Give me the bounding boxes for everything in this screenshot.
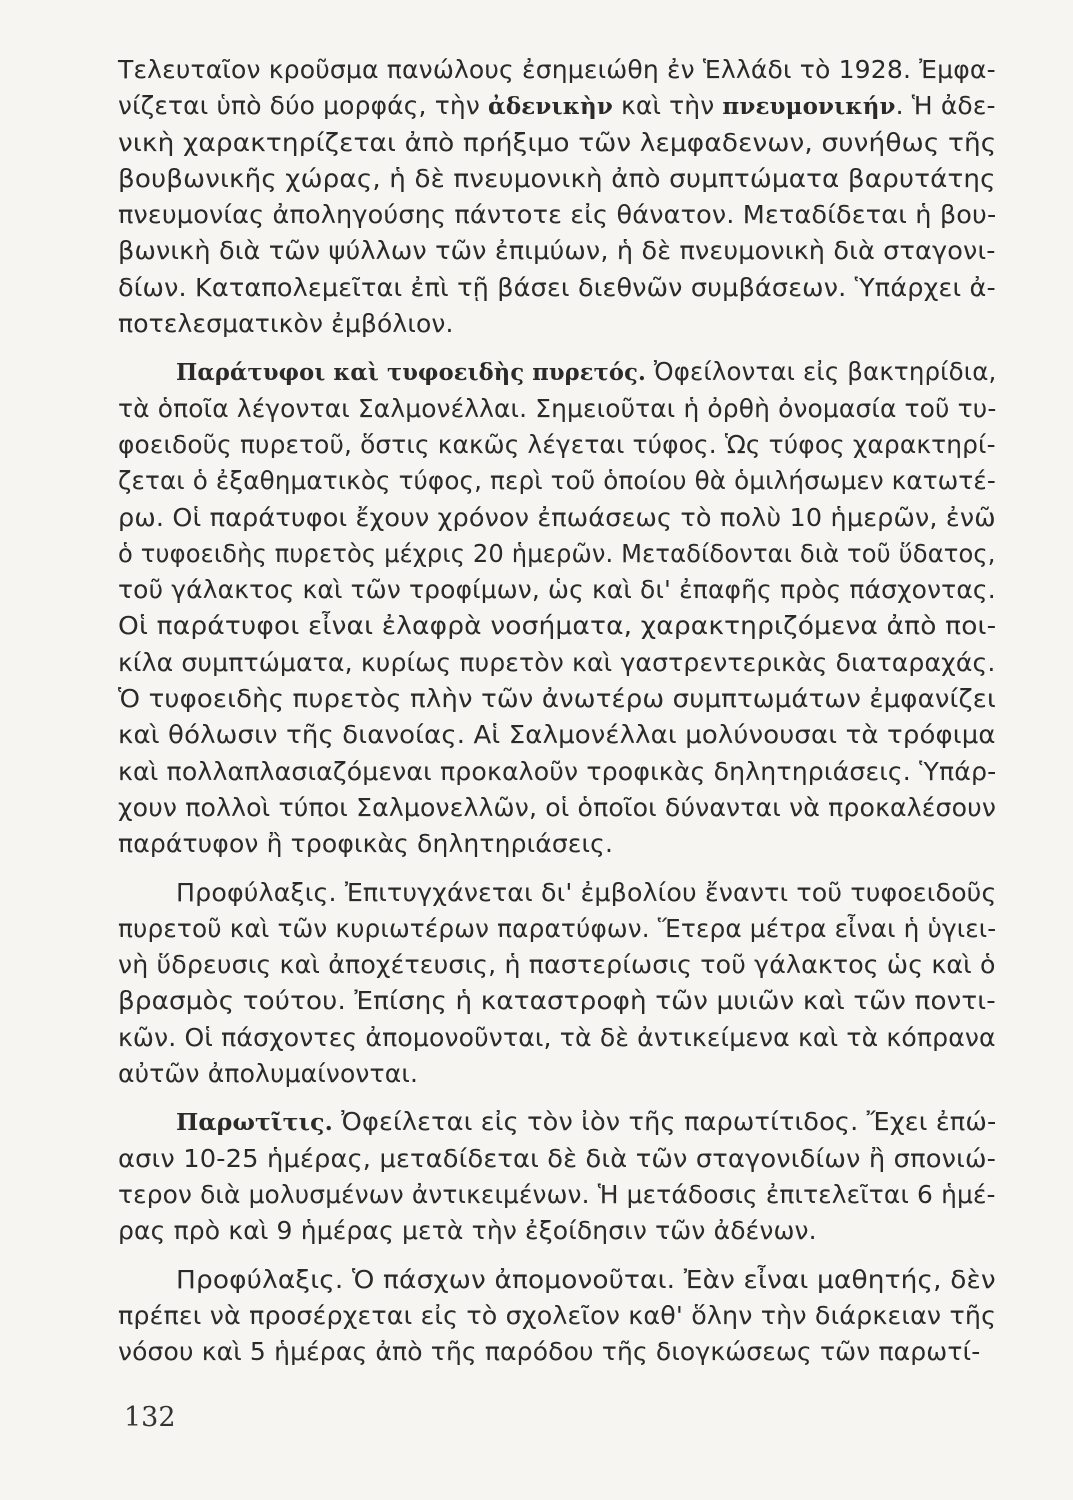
text-line: νόσου καὶ 5 ἡμέρας ἀπὸ τῆς παρόδου τῆς διογκώσεως τῶν παρωτί- bbox=[118, 1337, 981, 1367]
text-line: ζεται ὁ ἐξαθηματικὸς τύφος, περὶ τοῦ ὁποίου θὰ ὁμιλήσωμεν κατωτέ- bbox=[118, 466, 996, 496]
text-line: Τελευταῖον κροῦσμα πανώλους ἐσημειώθη ἐν Ἑλλάδι τὸ 1928. Ἐμφα- bbox=[118, 55, 996, 84]
text-line: Παράτυφοι καὶ τυφοειδὴς πυρετός. Ὀφείλονται εἰς βακτηρίδια, bbox=[176, 357, 997, 387]
text-line: ποτελεσματικὸν ἐμβόλιον. bbox=[118, 309, 454, 339]
text-line: βωνικὴ διὰ τῶν ψύλλων τῶν ἐπιμύων, ἡ δὲ πνευμονικὴ διὰ σταγονι- bbox=[118, 236, 996, 266]
text-line: ὁ τυφοειδὴς πυρετὸς μέχρις 20 ἡμερῶν. Μεταδίδονται διὰ τοῦ ὕδατος, bbox=[118, 538, 996, 568]
text-line: κῶν. Οἱ πάσχοντες ἀπομονοῦνται, τὰ δὲ ἀντικείμενα καὶ τὰ κόπρανα bbox=[118, 1022, 996, 1052]
text-line: καὶ πολλαπλασιαζόμεναι προκαλοῦν τροφικὰς δηλητηριάσεις. Ὑπάρ- bbox=[118, 756, 997, 786]
text-line: ρω. Οἱ παράτυφοι ἔχουν χρόνον ἐπωάσεως τὸ πολὺ 10 ἡμερῶν, ἐνῶ bbox=[118, 502, 996, 532]
text-line: χουν πολλοὶ τύποι Σαλμονελλῶν, οἱ ὁποῖοι δύνανται νὰ προκαλέσουν bbox=[118, 792, 997, 822]
text-line: κίλα συμπτώματα, κυρίως πυρετὸν καὶ γαστρεντερικὰς διαταραχάς. bbox=[118, 647, 996, 677]
page-number: 132 bbox=[124, 1402, 176, 1433]
text-line: τοῦ γάλακτος καὶ τῶν τροφίμων, ὡς καὶ δι' ἐπαφῆς πρὸς πάσχοντας. bbox=[118, 575, 996, 605]
paragraph-plague bbox=[118, 52, 996, 342]
text-line: Ὁ τυφοειδὴς πυρετὸς πλὴν τῶν ἀνωτέρω συμπτωμάτων ἐμφανίζει bbox=[118, 684, 996, 714]
text-line: τερον διὰ μολυσμένων ἀντικειμένων. Ἡ μετάδοσις ἐπιτελεῖται 6 ἡμέ- bbox=[118, 1179, 996, 1209]
body-text bbox=[118, 52, 996, 1370]
text-line: ρας πρὸ καὶ 9 ἡμέρας μετὰ τὴν ἐξοίδησιν τῶν ἀδένων. bbox=[118, 1216, 817, 1246]
text-line: βρασμὸς τούτου. Ἐπίσης ἡ καταστροφὴ τῶν μυιῶν καὶ τῶν ποντι- bbox=[118, 986, 996, 1016]
text-line: Οἱ παράτυφοι εἶναι ἐλαφρὰ νοσήματα, χαρακτηριζόμενα ἀπὸ ποι- bbox=[118, 611, 997, 641]
text-line: βουβωνικῆς χώρας, ἡ δὲ πνευμονικὴ ἀπὸ συμπτώματα βαρυτάτης bbox=[118, 163, 996, 193]
text-line: Παρωτῖτις. Ὀφείλεται εἰς τὸν ἰὸν τῆς παρωτίτιδος. Ἔχει ἐπώ- bbox=[176, 1107, 997, 1137]
text-line: καὶ θόλωσιν τῆς διανοίας. Αἱ Σαλμονέλλαι μολύνουσαι τὰ τρόφιμα bbox=[118, 720, 996, 750]
text-line: αὐτῶν ἀπολυμαίνονται. bbox=[118, 1059, 419, 1089]
text-line: παράτυφον ἢ τροφικὰς δηλητηριάσεις. bbox=[118, 829, 614, 859]
text-line: φοειδοῦς πυρετοῦ, ὅστις κακῶς λέγεται τύφος. Ὡς τύφος χαρακτηρί- bbox=[118, 429, 996, 459]
text-line: πυρετοῦ καὶ τῶν κυριωτέρων παρατύφων. Ἕτερα μέτρα εἶναι ἡ ὑγιει- bbox=[118, 913, 997, 943]
text-line: πρέπει νὰ προσέρχεται εἰς τὸ σχολεῖον καθ' ὅλην τὴν διάρκειαν τῆς bbox=[118, 1300, 997, 1330]
text-line: νίζεται ὑπὸ δύο μορφάς, τὴν ἀδενικὴν καὶ τὴν πνευμονικήν. Ἡ ἀδε- bbox=[118, 91, 996, 121]
text-line: νὴ ὕδρευσις καὶ ἀποχέτευσις, ἡ παστερίωσις τοῦ γάλακτος ὡς καὶ ὁ bbox=[118, 950, 996, 980]
text-line: νικὴ χαρακτηρίζεται ἀπὸ πρήξιμο τῶν λεμφαδενων, συνήθως τῆς bbox=[118, 127, 997, 157]
paragraph-prevention-mumps bbox=[118, 1262, 996, 1371]
paragraph-prevention-typhoid bbox=[118, 875, 996, 1093]
text-line: Προφύλαξις. Ἐπιτυγχάνεται δι' ἐμβολίου ἔναντι τοῦ τυφοειδοῦς bbox=[176, 877, 997, 907]
text-line: ασιν 10-25 ἡμέρας, μεταδίδεται δὲ διὰ τῶν σταγονιδίων ἢ σπονιώ- bbox=[118, 1143, 997, 1173]
text-line: δίων. Καταπολεμεῖται ἐπὶ τῇ βάσει διεθνῶν συμβάσεων. Ὑπάρχει ἀ- bbox=[118, 272, 996, 302]
paragraph-paratyphoid bbox=[118, 354, 996, 862]
text-line: τὰ ὁποῖα λέγονται Σαλμονέλλαι. Σημειοῦται ἡ ὀρθὴ ὀνομασία τοῦ τυ- bbox=[118, 393, 997, 423]
text-line: πνευμονίας ἀποληγούσης πάντοτε εἰς θάνατον. Μεταδίδεται ἡ βου- bbox=[118, 200, 997, 230]
paragraph-mumps bbox=[118, 1104, 996, 1249]
text-line: Προφύλαξις. Ὁ πάσχων ἀπομονοῦται. Ἐὰν εἶναι μαθητής, δὲν bbox=[176, 1264, 996, 1294]
